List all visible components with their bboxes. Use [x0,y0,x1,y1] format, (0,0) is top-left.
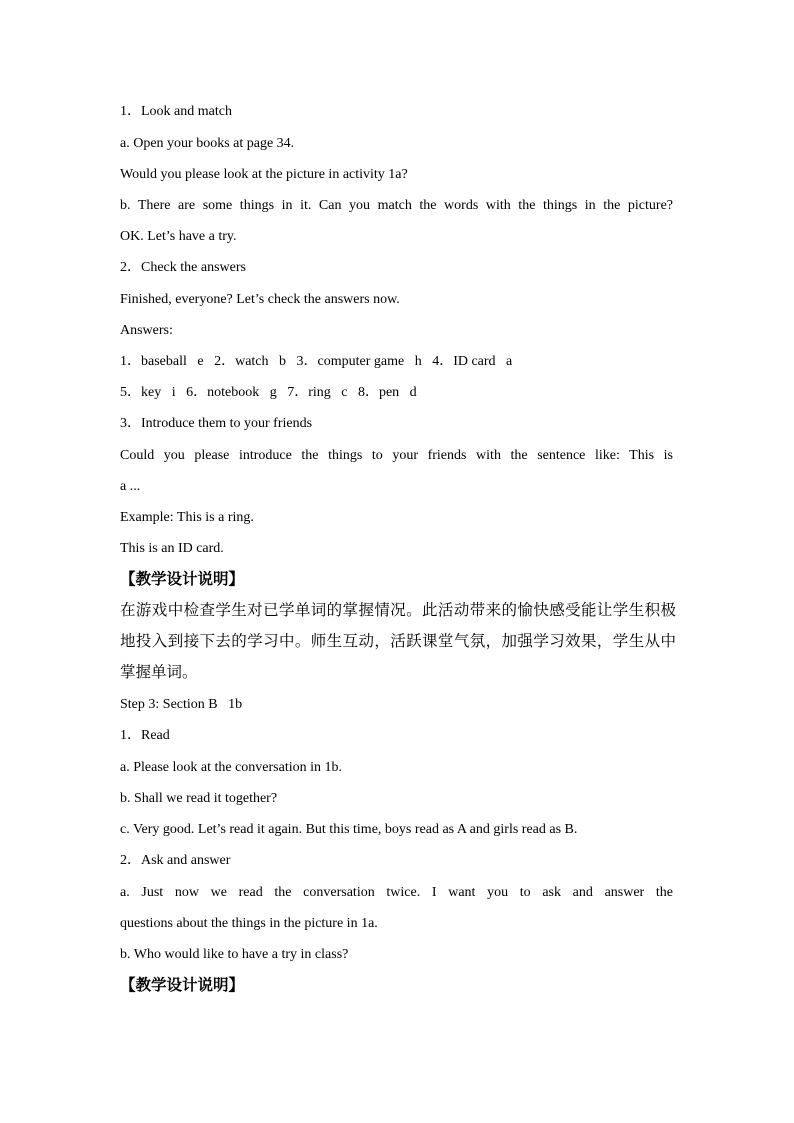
step-heading: Step 3: Section B 1b [120,697,243,712]
text-line: questions about the things in the picture in 1a. [120,916,378,931]
text-line: b. Who would like to have a try in class? [120,947,349,962]
text-line: b. Shall we read it together? [120,791,278,806]
text-line: Could you please introduce the things to your friends with the sentence like: This is [120,448,673,463]
text-line: a. Open your books at page 34. [120,136,295,151]
example-line: Example: This is a ring. [120,510,254,525]
text-line: a. Please look at the conversation in 1b. [120,760,342,775]
answers-row-2: 5．key i 6．notebook g 7．ring c 8．pen d [120,385,417,400]
heading-look-and-match: 1．Look and match [120,104,232,119]
design-note-line: 掌握单词。 [120,663,198,681]
answers-label: Answers: [120,323,173,338]
design-note-heading: 【教学设计说明】 [120,976,245,994]
text-line: c. Very good. Let’s read it again. But this time, boys read as A and girls read as B. [120,822,578,837]
text-line: a ... [120,479,141,494]
text-line: This is an ID card. [120,541,224,556]
text-line: Finished, everyone? Let’s check the answers now. [120,292,400,307]
answers-row-1: 1．baseball e 2．watch b 3．computer game h 4．ID card a [120,354,513,369]
text-line: b. There are some things in it. Can you match the words with the things in the picture? [120,198,673,213]
heading-check-answers: 2．Check the answers [120,260,246,275]
heading-read: 1．Read [120,728,170,743]
text-line: Would you please look at the picture in activity 1a? [120,167,408,182]
text-line: a. Just now we read the conversation twice. I want you to ask and answer the [120,885,673,900]
text-line: OK. Let’s have a try. [120,229,237,244]
design-note-line: 在游戏中检查学生对已学单词的掌握情况。此活动带来的愉快感受能让学生积极 [120,601,676,619]
heading-ask-answer: 2．Ask and answer [120,853,231,868]
design-note-line: 地投入到接下去的学习中。师生互动，活跃课堂气氛，加强学习效果，学生从中 [120,632,676,650]
heading-introduce: 3．Introduce them to your friends [120,416,313,431]
design-note-heading: 【教学设计说明】 [120,570,245,588]
